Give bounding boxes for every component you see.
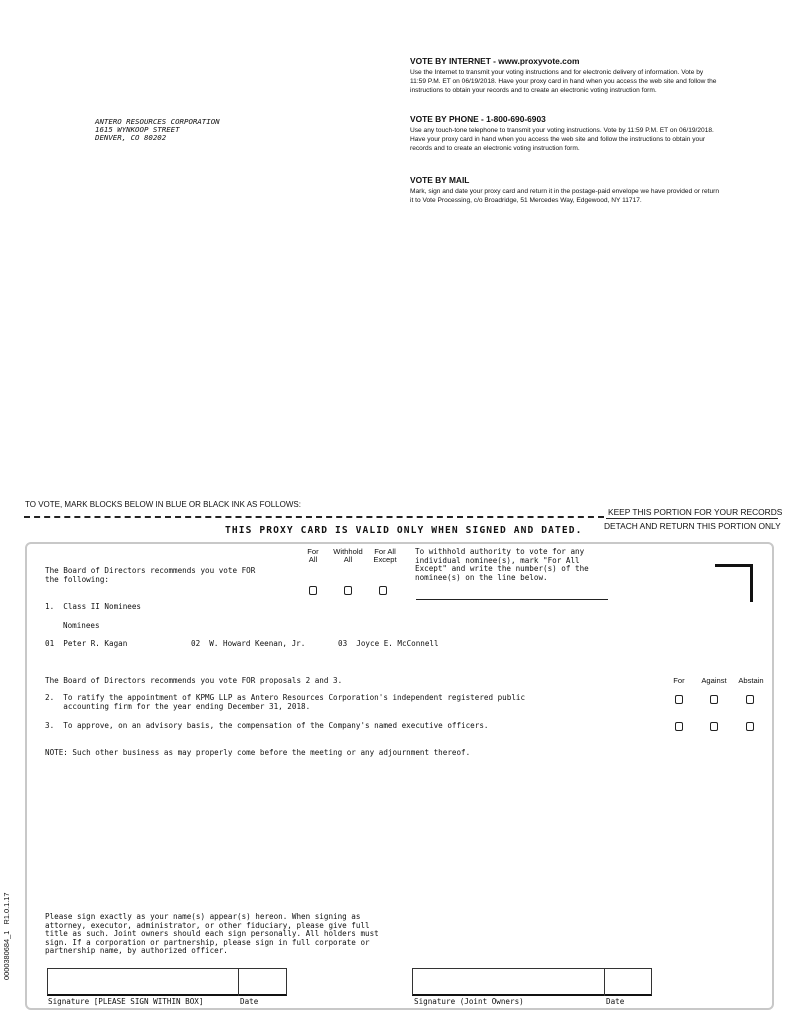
header-for: For	[673, 676, 685, 685]
checkbox-item2-abstain[interactable]	[746, 695, 754, 704]
vote-phone-section	[410, 114, 720, 154]
nominee-3: 03 Joyce E. McConnell	[338, 639, 439, 648]
side-form-code: 0000380684_1 R1.0.1.17	[2, 892, 11, 980]
joint-signature-label: Signature (Joint Owners)	[414, 997, 524, 1006]
nominee-2: 02 W. Howard Keenan, Jr.	[191, 639, 306, 648]
item-1-label: 1. Class II Nominees	[45, 602, 142, 611]
item-3-label: 3. To approve, on an advisory basis, the compensation of the Company's named executive officers.	[45, 721, 489, 730]
header-withhold-all: Withhold All	[333, 547, 363, 565]
vote-mail-section	[410, 175, 720, 205]
company-address	[95, 118, 220, 143]
checkbox-for-all-except[interactable]	[379, 586, 387, 595]
checkbox-item3-against[interactable]	[710, 722, 718, 731]
joint-signature-date-divider	[604, 968, 605, 996]
address-line-2: 1615 WYNKOOP STREET	[95, 125, 180, 135]
joint-signature-box[interactable]	[412, 968, 652, 996]
valid-notice: THIS PROXY CARD IS VALID ONLY WHEN SIGNED AND DATED.	[225, 525, 583, 536]
checkbox-item2-for[interactable]	[675, 695, 683, 704]
board-recommendation-1: The Board of Directors recommends you vote FOR the following:	[45, 566, 256, 584]
signature-label: Signature [PLEASE SIGN WITHIN BOX]	[48, 997, 204, 1006]
vote-phone-text: Use any touch-tone telephone to transmit your voting instructions. Vote by 11:59 P.M. ET on 06/19/2018. Have your proxy card in hand when you access the web site and follow the instructions to obtain your records and to create an electronic voting instruction form.	[410, 127, 714, 153]
item-2-label: 2. To ratify the appointment of KPMG LLP as Antero Resources Corporation's independent registered public accounting firm for the year ending December 31, 2018.	[45, 693, 526, 711]
vote-internet-title: VOTE BY INTERNET - www.proxyvote.com	[410, 56, 580, 66]
board-recommendation-2: The Board of Directors recommends you vote FOR proposals 2 and 3.	[45, 676, 343, 685]
signature-box[interactable]	[47, 968, 287, 996]
header-abstain: Abstain	[738, 676, 764, 685]
joint-date-label: Date	[606, 997, 625, 1006]
withhold-instructions: To withhold authority to vote for any individual nominee(s), mark "For All Except" and write the number(s) of the nominee(s) on the line below.	[415, 547, 589, 582]
nominee-1: 01 Peter R. Kagan	[45, 639, 128, 648]
address-line-3: DENVER, CO 80202	[95, 133, 167, 143]
checkbox-item3-abstain[interactable]	[746, 722, 754, 731]
vote-internet-section	[410, 56, 720, 96]
note-text: NOTE: Such other business as may properly come before the meeting or any adjournment thereof.	[45, 748, 471, 757]
header-for-all: For All	[307, 547, 319, 565]
vote-mail-text: Mark, sign and date your proxy card and return it in the postage-paid envelope we have provided or return it to Vote Processing, c/o Broadridge, 51 Mercedes Way, Edgewood, NY 11717.	[410, 188, 719, 205]
keep-portion-underline	[606, 518, 778, 519]
header-against: Against	[701, 676, 727, 685]
checkbox-item3-for[interactable]	[675, 722, 683, 731]
address-line-1: ANTERO RESOURCES CORPORATION	[95, 117, 220, 126]
detach-portion-label: DETACH AND RETURN THIS PORTION ONLY	[604, 521, 781, 531]
vote-phone-title: VOTE BY PHONE - 1-800-690-6903	[410, 114, 546, 124]
checkbox-withhold-all[interactable]	[344, 586, 352, 595]
vote-internet-text: Use the Internet to transmit your voting instructions and for electronic delivery of information. Vote by 11:59 P.M. ET on 06/19/2018. Have your proxy card in hand when you access the web site and follow the instructions to obtain your records and to create an electronic voting instruction form.	[410, 69, 717, 95]
vote-mail-title: VOTE BY MAIL	[410, 175, 470, 185]
sign-instructions: Please sign exactly as your name(s) appear(s) hereon. When signing as attorney, executor, administrator, or other fiduciary, please give full title as such. Joint owners should each sign personally. All holders must sign. If a corporation or partnership, please sign in full corporate or partnership name, by authorized officer.	[45, 912, 379, 956]
checkbox-item2-against[interactable]	[710, 695, 718, 704]
registration-corner-mark	[715, 564, 753, 602]
keep-portion-label: KEEP THIS PORTION FOR YOUR RECORDS	[608, 507, 783, 517]
mark-instructions: TO VOTE, MARK BLOCKS BELOW IN BLUE OR BLACK INK AS FOLLOWS:	[25, 500, 301, 509]
checkbox-for-all[interactable]	[309, 586, 317, 595]
nominees-label: Nominees	[63, 621, 100, 630]
detach-line	[24, 516, 604, 518]
signature-date-divider	[238, 968, 239, 996]
except-nominee-line[interactable]	[416, 599, 608, 600]
date-label: Date	[240, 997, 259, 1006]
header-for-all-except: For All Except	[373, 547, 397, 565]
